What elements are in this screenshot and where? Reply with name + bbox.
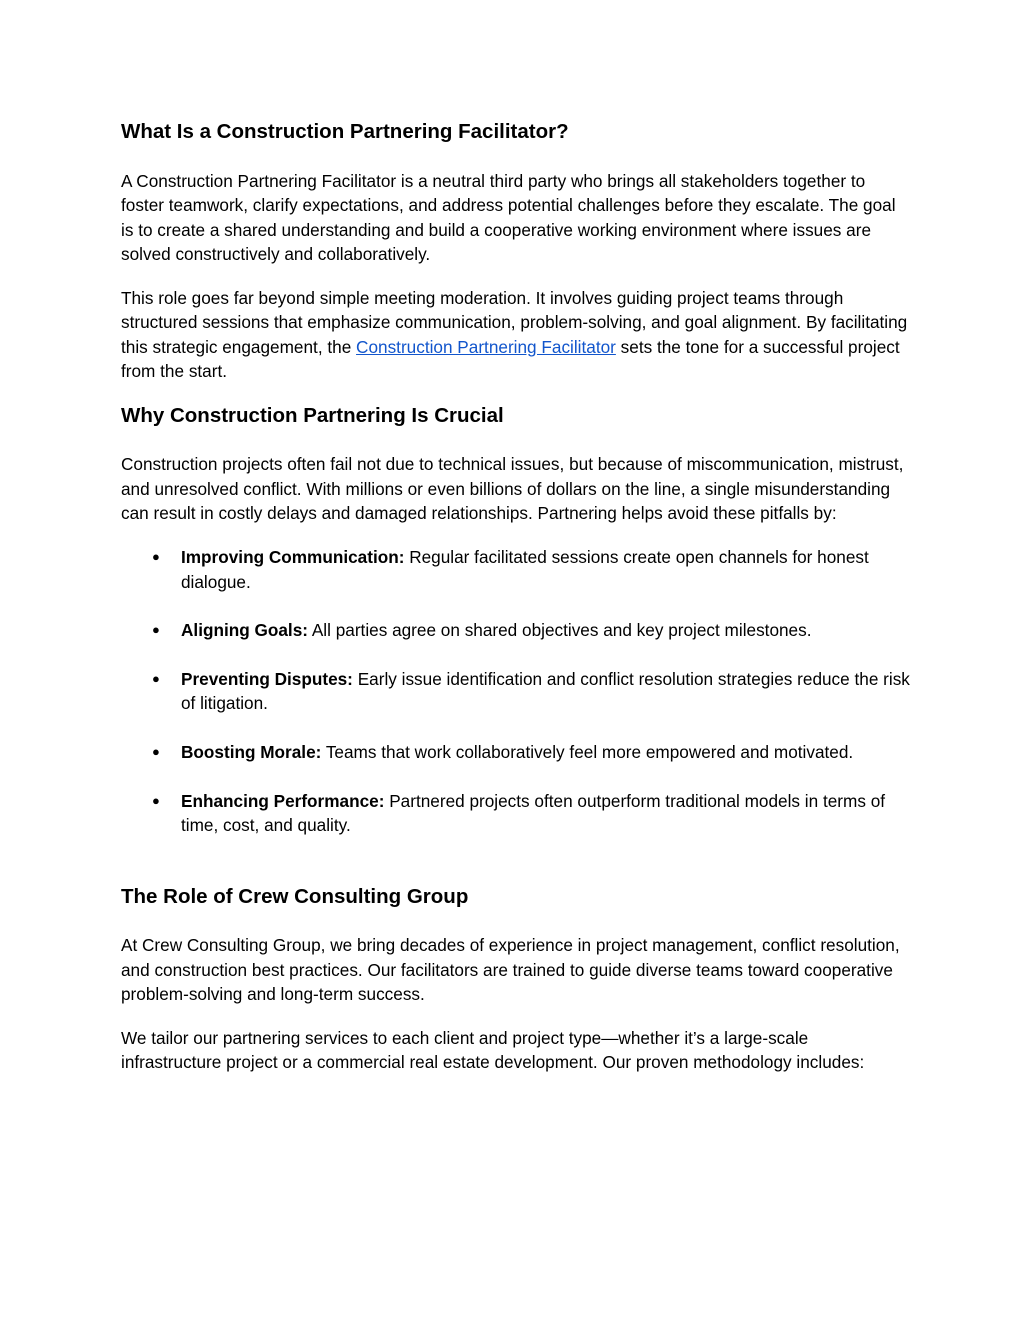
section-heading-why-partnering: Why Construction Partnering Is Crucial [121, 404, 504, 428]
list-item [121, 618, 911, 642]
list-item-text: Regular facilitated sessions create open channels for honest dialogue. [181, 547, 869, 592]
paragraph-facilitator-definition: A Construction Partnering Facilitator is a neutral third party who brings all stakeholders together to foster teamwork, clarify expectations, and address potential challenges before they escalate. The goal is to create a shared understanding and build a cooperative working environment where issues are solved constructively and collaboratively. [121, 171, 896, 264]
bullet-icon: ● [152, 792, 160, 808]
list-item-text: Partnered projects often outperform traditional models in terms of time, cost, and quality. [181, 790, 886, 835]
list-item [121, 789, 911, 838]
list-item-term: Aligning Goals: [181, 620, 308, 641]
list-item-term: Improving Communication: [181, 547, 405, 568]
paragraph-crew-methodology: We tailor our partnering services to each client and project type—whether it’s a large-scale infrastructure project or a commercial real estate development. Our proven methodology includes: [121, 1028, 865, 1073]
paragraph-text: sets the tone for a successful project from the start. [121, 336, 900, 382]
list-item-text: Teams that work collaboratively feel more empowered and motivated. [321, 741, 854, 762]
paragraph-text: This role goes far beyond simple meeting moderation. It involves guiding project teams through structured sessions that emphasize communication, problem-solving, and goal alignment. By facilitating this strategic engagement, the [121, 288, 908, 357]
paragraph-crew-experience: At Crew Consulting Group, we bring decades of experience in project management, conflict resolution, and construction best practices. Our facilitators are trained to guide diverse teams toward cooperative problem-solving and long-term success. [121, 935, 900, 1004]
list-item-term: Boosting Morale: [181, 741, 322, 762]
benefits-list [121, 545, 911, 837]
list-item-term: Preventing Disputes: [181, 668, 353, 689]
paragraph-why-partnering: Construction projects often fail not due to technical issues, but because of miscommunication, mistrust, and unresolved conflict. With millions or even billions of dollars on the line, a single misunderstanding can result in costly delays and damaged relationships. Partnering helps avoid these pitfalls by: [121, 454, 904, 523]
list-item [121, 740, 911, 764]
list-item [121, 667, 911, 716]
list-item [121, 545, 911, 594]
section-heading-crew-consulting: The Role of Crew Consulting Group [121, 885, 469, 909]
bullet-icon: ● [152, 622, 160, 638]
list-item-text: All parties agree on shared objectives and key project milestones. [308, 620, 812, 641]
bullet-icon: ● [152, 549, 160, 565]
bullet-icon: ● [152, 743, 160, 759]
list-item-text: Early issue identification and conflict resolution strategies reduce the risk of litigation. [181, 668, 910, 714]
section-heading-facilitator: What Is a Construction Partnering Facilitator? [121, 120, 569, 143]
bullet-icon: ● [152, 670, 160, 686]
document-page [121, 118, 911, 1075]
paragraph-facilitator-role [121, 286, 911, 383]
facilitator-link[interactable]: Construction Partnering Facilitator [356, 336, 616, 357]
list-item-term: Enhancing Performance: [181, 790, 385, 811]
